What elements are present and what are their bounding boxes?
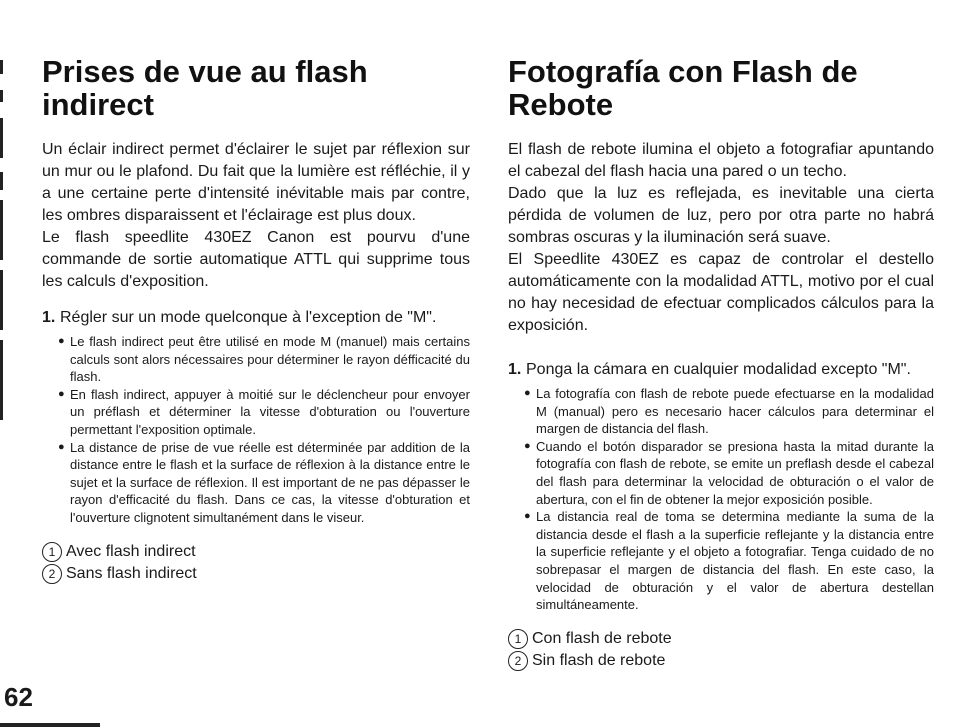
- legend-label: Sin flash de rebote: [532, 651, 666, 669]
- note-item: ● La distancia real de toma se determina mediante la suma de la distancia desde el flash a la superficie reflejante y la distancia entre la superficie reflejante y el objeto a fotografiar. Tenga cuidado de no sobrepasar el margen de distancia del flash. En este caso, la velocidad de obturación y el valor de abertura destellan simultáneamente.: [524, 509, 934, 613]
- note-item: ● La fotografía con flash de rebote puede efectuarse en la modalidad M (manual) pero es necesario hacer cálculos para determinar el margen de distancia del flash.: [524, 386, 934, 437]
- margin-binding-mark: [0, 90, 3, 102]
- note-item: ● Cuando el botón disparador se presiona hasta la mitad durante la fotografía con flash de rebote, se emite un preflash desde el cabezal del flash para determinar la velocidad de obturación o el valor de abertura, con el fin de obtener la mejor exposición posible.: [524, 438, 934, 507]
- bullet-icon: ●: [524, 439, 531, 452]
- step-number: 1.: [508, 361, 522, 378]
- circled-number-icon: 1: [508, 629, 528, 649]
- legend-item: [42, 563, 470, 585]
- note-item: ● La distance de prise de vue réelle est déterminée par addition de la distance entre le flash et la surface de réflexion à la distance entre le sujet et la surface de réflexion. Il est important de ne pas dépasser le rayon d'efficacité du flash. Dans ce cas, la vitesse d'obturation et l'ouverture clignotent simultanément dans le viseur.: [58, 439, 470, 525]
- step-text: Régler sur un mode quelconque à l'exception de "M".: [60, 309, 437, 326]
- legend-label: Avec flash indirect: [66, 542, 196, 560]
- bullet-icon: ●: [524, 387, 531, 399]
- bottom-rule: [0, 723, 100, 727]
- note-item: ● En flash indirect, appuyer à moitié sur le déclencheur pour envoyer un préflash et déterminer la vitesse d'obturation ou l'ouverture permettant l'exposition optimale.: [58, 386, 470, 437]
- instruction-step: [42, 307, 470, 329]
- note-item: ● Le flash indirect peut être utilisé en mode M (manuel) mais certains calculs sont alors nécessaires pour déterminer le rayon défficacité du flash.: [58, 334, 470, 385]
- legend-item: [508, 628, 934, 650]
- intro-paragraph: El Speedlite 430EZ es capaz de controlar el destello automáticamente con la modalidad ATTL, motivo por el cual no hay necesidad de efectuar complicados cálculos para la exposición.: [508, 251, 934, 334]
- circled-number-icon: 1: [42, 542, 62, 562]
- section-title: Prises de vue au flash indirect: [42, 54, 368, 122]
- bullet-icon: ●: [58, 440, 65, 453]
- bullet-icon: ●: [58, 387, 65, 400]
- intro-paragraph: Dado que la luz es reflejada, es inevitable una cierta pérdida de volumen de luz, pero por otra parte no habrá sombras oscuras y la iluminación será suave.: [508, 185, 934, 246]
- figure-legend: [42, 541, 470, 585]
- step-text: Ponga la cámara en cualquier modalidad excepto "M".: [526, 361, 911, 378]
- margin-binding-mark: [0, 340, 3, 400]
- circled-number-icon: 2: [42, 564, 62, 584]
- bullet-icon: ●: [58, 335, 65, 347]
- margin-binding-mark: [0, 270, 3, 330]
- circled-number-icon: 2: [508, 651, 528, 671]
- intro-paragraph: El flash de rebote ilumina el objeto a fotografiar apuntando el cabezal del flash hacia una pared o un techo.: [508, 141, 934, 180]
- margin-binding-mark: [0, 398, 3, 420]
- instruction-step: [508, 359, 934, 381]
- margin-binding-mark: [0, 200, 3, 260]
- section-spanish: [508, 55, 934, 672]
- intro-paragraph: Un éclair indirect permet d'éclairer le sujet par réflexion sur un mur ou le plafond. Du fait que la lumière est réfléchie, il y a une certaine perte d'intensité inévitable mais par contre, les ombres disparaissent et l'éclairage est plus doux.: [42, 141, 470, 224]
- intro-paragraph: Le flash speedlite 430EZ Canon est pourvu d'une commande de sortie automatique ATTL qui supprime tous les calculs d'exposition.: [42, 229, 470, 290]
- bullet-icon: ●: [524, 510, 531, 523]
- margin-binding-mark: [0, 118, 3, 158]
- margin-binding-mark: [0, 172, 3, 190]
- margin-binding-mark: [0, 60, 3, 74]
- legend-item: [508, 650, 934, 672]
- notes-list: [42, 333, 470, 527]
- legend-label: Con flash de rebote: [532, 629, 672, 647]
- page-number: 62: [4, 682, 33, 712]
- notes-list: [508, 385, 934, 614]
- section-title: Fotografía con Flash de Rebote: [508, 54, 858, 122]
- legend-item: [42, 541, 470, 563]
- legend-label: Sans flash indirect: [66, 564, 197, 582]
- step-number: 1.: [42, 309, 56, 326]
- figure-legend: [508, 628, 934, 672]
- section-french: [42, 55, 470, 585]
